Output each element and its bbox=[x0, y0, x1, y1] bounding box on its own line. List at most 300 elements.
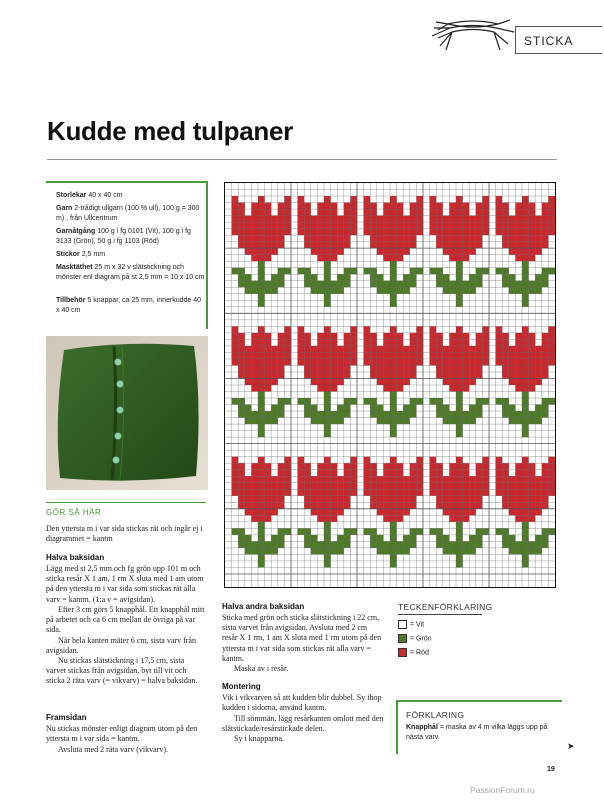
tulip-petal-stitch bbox=[410, 476, 417, 483]
tulip-leaf-stitch bbox=[436, 281, 443, 288]
tulip-petal-stitch bbox=[515, 352, 522, 359]
tulip-petal-stitch bbox=[383, 352, 390, 359]
tulip-petal-stitch bbox=[232, 483, 239, 490]
tulip-leaf-stitch bbox=[509, 541, 516, 548]
tulip-petal-stitch bbox=[548, 333, 555, 340]
tulip-petal-stitch bbox=[232, 216, 239, 223]
tulip-leaf-stitch bbox=[469, 548, 476, 555]
tulip-petal-stitch bbox=[482, 470, 489, 477]
tulip-leaf-stitch bbox=[397, 418, 404, 425]
tulip-petal-stitch bbox=[304, 209, 311, 216]
tulip-petal-stitch bbox=[509, 346, 516, 353]
tulip-leaf-stitch bbox=[324, 548, 331, 555]
tulip-petal-stitch bbox=[238, 339, 245, 346]
tulip-petal-stitch bbox=[390, 457, 397, 464]
tulip-petal-stitch bbox=[529, 496, 536, 503]
tulip-petal-stitch bbox=[529, 203, 536, 210]
tulip-leaf-stitch bbox=[390, 294, 397, 301]
tulip-leaf-stitch bbox=[304, 281, 311, 288]
tulip-petal-stitch bbox=[416, 326, 423, 333]
tulip-leaf-stitch bbox=[548, 268, 555, 275]
tulip-petal-stitch bbox=[403, 242, 410, 249]
tulip-leaf-stitch bbox=[410, 535, 417, 542]
tulip-leaf-stitch bbox=[337, 541, 344, 548]
tulip-petal-stitch bbox=[278, 496, 285, 503]
tulip-petal-stitch bbox=[370, 203, 377, 210]
tulip-petal-stitch bbox=[548, 352, 555, 359]
tulip-leaf-stitch bbox=[403, 274, 410, 281]
tulip-petal-stitch bbox=[535, 489, 542, 496]
tulip-leaf-stitch bbox=[535, 548, 542, 555]
tulip-petal-stitch bbox=[364, 216, 371, 223]
tulip-leaf-stitch bbox=[311, 274, 318, 281]
tulip-petal-stitch bbox=[344, 496, 351, 503]
tulip-petal-stitch bbox=[238, 229, 245, 236]
tulip-petal-stitch bbox=[430, 196, 437, 203]
tulip-petal-stitch bbox=[522, 203, 529, 210]
tulip-petal-stitch bbox=[509, 502, 516, 509]
tulip-petal-stitch bbox=[456, 326, 463, 333]
tulip-petal-stitch bbox=[482, 326, 489, 333]
tulip-petal-stitch bbox=[463, 372, 470, 379]
tulip-leaf-stitch bbox=[410, 281, 417, 288]
tulip-leaf-stitch bbox=[344, 281, 351, 288]
tulip-petal-stitch bbox=[271, 242, 278, 249]
tulip-petal-stitch bbox=[443, 489, 450, 496]
tulip-leaf-stitch bbox=[443, 418, 450, 425]
tulip-leaf-stitch bbox=[311, 541, 318, 548]
tulip-leaf-stitch bbox=[535, 281, 542, 288]
tulip-petal-stitch bbox=[324, 235, 331, 242]
tulip-petal-stitch bbox=[331, 248, 338, 255]
tulip-petal-stitch bbox=[350, 346, 357, 353]
tulip-leaf-stitch bbox=[463, 411, 470, 418]
tulip-petal-stitch bbox=[337, 509, 344, 516]
tulip-petal-stitch bbox=[542, 372, 549, 379]
tulip-petal-stitch bbox=[535, 378, 542, 385]
tulip-petal-stitch bbox=[436, 242, 443, 249]
tulip-petal-stitch bbox=[258, 509, 265, 516]
tulip-petal-stitch bbox=[410, 216, 417, 223]
tulip-petal-stitch bbox=[298, 346, 305, 353]
tulip-petal-stitch bbox=[245, 476, 252, 483]
tulip-leaf-stitch bbox=[271, 411, 278, 418]
tulip-petal-stitch bbox=[548, 326, 555, 333]
tulip-leaf-stitch bbox=[456, 287, 463, 294]
tulip-petal-stitch bbox=[284, 326, 291, 333]
tulip-petal-stitch bbox=[416, 359, 423, 366]
tulip-petal-stitch bbox=[502, 502, 509, 509]
paragraph: Maska av i resår. bbox=[234, 664, 289, 673]
tulip-leaf-stitch bbox=[410, 411, 417, 418]
tulip-petal-stitch bbox=[410, 209, 417, 216]
tulip-petal-stitch bbox=[324, 203, 331, 210]
tulip-petal-stitch bbox=[265, 372, 272, 379]
tulip-petal-stitch bbox=[397, 216, 404, 223]
tulip-petal-stitch bbox=[324, 359, 331, 366]
tulip-petal-stitch bbox=[245, 248, 252, 255]
tulip-petal-stitch bbox=[265, 255, 272, 262]
tulip-petal-stitch bbox=[377, 235, 384, 242]
tulip-petal-stitch bbox=[298, 489, 305, 496]
tulip-petal-stitch bbox=[344, 339, 351, 346]
tulip-leaf-stitch bbox=[515, 541, 522, 548]
tulip-petal-stitch bbox=[436, 352, 443, 359]
tulip-petal-stitch bbox=[535, 372, 542, 379]
tulip-petal-stitch bbox=[482, 457, 489, 464]
tulip-petal-stitch bbox=[304, 365, 311, 372]
tulip-petal-stitch bbox=[350, 352, 357, 359]
tulip-petal-stitch bbox=[317, 483, 324, 490]
tulip-leaf-stitch bbox=[522, 398, 529, 405]
tulip-petal-stitch bbox=[463, 235, 470, 242]
tulip-petal-stitch bbox=[331, 509, 338, 516]
tulip-leaf-stitch bbox=[542, 398, 549, 405]
tulip-leaf-stitch bbox=[331, 287, 338, 294]
tulip-petal-stitch bbox=[337, 496, 344, 503]
tulip-petal-stitch bbox=[337, 346, 344, 353]
tulip-leaf-stitch bbox=[469, 274, 476, 281]
tulip-petal-stitch bbox=[449, 235, 456, 242]
instructions-heading: GÖR SÅ HÄR bbox=[46, 508, 102, 517]
tulip-petal-stitch bbox=[449, 203, 456, 210]
tulip-petal-stitch bbox=[311, 346, 318, 353]
tulip-leaf-stitch bbox=[522, 300, 529, 307]
tulip-petal-stitch bbox=[311, 496, 318, 503]
tulip-petal-stitch bbox=[430, 359, 437, 366]
tulip-petal-stitch bbox=[449, 346, 456, 353]
tulip-leaf-stitch bbox=[509, 405, 516, 412]
tulip-leaf-stitch bbox=[324, 411, 331, 418]
paragraph: Sy i knapparna. bbox=[234, 734, 284, 743]
tulip-petal-stitch bbox=[350, 359, 357, 366]
tulip-petal-stitch bbox=[515, 346, 522, 353]
tulip-petal-stitch bbox=[416, 196, 423, 203]
tulip-petal-stitch bbox=[535, 365, 542, 372]
tulip-petal-stitch bbox=[238, 209, 245, 216]
page-title: Kudde med tulpaner bbox=[47, 116, 293, 146]
intro-text: Den yttersta m i var sida stickas rät och ingår ej i diagrammet = kantm bbox=[46, 524, 203, 544]
tulip-petal-stitch bbox=[251, 352, 258, 359]
tulip-petal-stitch bbox=[390, 385, 397, 392]
tulip-petal-stitch bbox=[476, 216, 483, 223]
tulip-petal-stitch bbox=[317, 242, 324, 249]
tulip-petal-stitch bbox=[245, 372, 252, 379]
tulip-petal-stitch bbox=[456, 457, 463, 464]
tulip-leaf-stitch bbox=[350, 528, 357, 535]
tulip-petal-stitch bbox=[390, 365, 397, 372]
tulip-petal-stitch bbox=[245, 216, 252, 223]
tulip-petal-stitch bbox=[443, 502, 450, 509]
tulip-leaf-stitch bbox=[469, 411, 476, 418]
tulip-petal-stitch bbox=[317, 352, 324, 359]
tulip-leaf-stitch bbox=[324, 554, 331, 561]
instructions-divider bbox=[46, 502, 206, 503]
tulip-petal-stitch bbox=[265, 509, 272, 516]
tulip-petal-stitch bbox=[311, 352, 318, 359]
tulip-petal-stitch bbox=[403, 483, 410, 490]
tulip-petal-stitch bbox=[397, 515, 404, 522]
tulip-leaf-stitch bbox=[522, 424, 529, 431]
tulip-petal-stitch bbox=[344, 222, 351, 229]
tulip-petal-stitch bbox=[502, 372, 509, 379]
tulip-petal-stitch bbox=[476, 203, 483, 210]
tulip-leaf-stitch bbox=[390, 398, 397, 405]
tulip-leaf-stitch bbox=[383, 411, 390, 418]
tulip-leaf-stitch bbox=[456, 522, 463, 529]
tulip-leaf-stitch bbox=[251, 548, 258, 555]
tulip-petal-stitch bbox=[430, 352, 437, 359]
tulip-leaf-stitch bbox=[344, 268, 351, 275]
tulip-petal-stitch bbox=[350, 457, 357, 464]
tulip-leaf-stitch bbox=[469, 535, 476, 542]
tulip-petal-stitch bbox=[324, 365, 331, 372]
tulip-petal-stitch bbox=[304, 339, 311, 346]
tulip-petal-stitch bbox=[509, 496, 516, 503]
tulip-petal-stitch bbox=[304, 203, 311, 210]
tulip-petal-stitch bbox=[496, 229, 503, 236]
tulip-petal-stitch bbox=[245, 378, 252, 385]
tulip-petal-stitch bbox=[232, 352, 239, 359]
tulip-petal-stitch bbox=[364, 489, 371, 496]
tulip-petal-stitch bbox=[397, 248, 404, 255]
tulip-petal-stitch bbox=[522, 222, 529, 229]
tulip-leaf-stitch bbox=[436, 274, 443, 281]
tulip-petal-stitch bbox=[324, 222, 331, 229]
tulip-petal-stitch bbox=[496, 333, 503, 340]
tulip-leaf-stitch bbox=[456, 274, 463, 281]
tulip-leaf-stitch bbox=[337, 274, 344, 281]
tulip-petal-stitch bbox=[463, 378, 470, 385]
tulip-leaf-stitch bbox=[311, 287, 318, 294]
tulip-petal-stitch bbox=[449, 359, 456, 366]
tulip-leaf-stitch bbox=[331, 541, 338, 548]
tulip-petal-stitch bbox=[284, 470, 291, 477]
tulip-petal-stitch bbox=[410, 489, 417, 496]
tulip-petal-stitch bbox=[364, 229, 371, 236]
tulip-petal-stitch bbox=[496, 216, 503, 223]
tulip-petal-stitch bbox=[397, 496, 404, 503]
tulip-petal-stitch bbox=[324, 476, 331, 483]
tulip-petal-stitch bbox=[515, 333, 522, 340]
tulip-petal-stitch bbox=[548, 463, 555, 470]
tulip-petal-stitch bbox=[383, 489, 390, 496]
tulip-leaf-stitch bbox=[258, 548, 265, 555]
tulip-petal-stitch bbox=[278, 359, 285, 366]
tulip-petal-stitch bbox=[397, 235, 404, 242]
tulip-petal-stitch bbox=[364, 346, 371, 353]
paragraph: Nu stickas slätstickning i 17,5 cm, sista varvet stickas från avigsidan, byt till vit och sticka 2 räta varv (= vikvarv) = halva baksidan. bbox=[46, 656, 198, 686]
tulip-leaf-stitch bbox=[324, 287, 331, 294]
tulip-leaf-stitch bbox=[542, 405, 549, 412]
tulip-leaf-stitch bbox=[370, 398, 377, 405]
green-swatch bbox=[398, 634, 407, 643]
tulip-leaf-stitch bbox=[245, 274, 252, 281]
tulip-petal-stitch bbox=[469, 372, 476, 379]
tulip-leaf-stitch bbox=[258, 528, 265, 535]
tulip-petal-stitch bbox=[324, 483, 331, 490]
tulip-petal-stitch bbox=[522, 248, 529, 255]
tulip-petal-stitch bbox=[410, 203, 417, 210]
tulip-leaf-stitch bbox=[502, 274, 509, 281]
tulip-leaf-stitch bbox=[509, 411, 516, 418]
tulip-petal-stitch bbox=[331, 483, 338, 490]
tulip-petal-stitch bbox=[364, 457, 371, 464]
tulip-petal-stitch bbox=[377, 372, 384, 379]
tulip-petal-stitch bbox=[397, 483, 404, 490]
tulip-petal-stitch bbox=[238, 372, 245, 379]
tulip-petal-stitch bbox=[258, 463, 265, 470]
tulip-leaf-stitch bbox=[377, 541, 384, 548]
tulip-leaf-stitch bbox=[496, 398, 503, 405]
tulip-petal-stitch bbox=[522, 242, 529, 249]
tulip-petal-stitch bbox=[463, 229, 470, 236]
tulip-petal-stitch bbox=[522, 483, 529, 490]
section-title-halva-baksidan: Halva baksidan bbox=[46, 553, 105, 562]
tulip-petal-stitch bbox=[298, 196, 305, 203]
tulip-petal-stitch bbox=[463, 209, 470, 216]
tulip-petal-stitch bbox=[456, 333, 463, 340]
tulip-petal-stitch bbox=[416, 476, 423, 483]
tulip-leaf-stitch bbox=[522, 548, 529, 555]
tulip-petal-stitch bbox=[317, 509, 324, 516]
tulip-petal-stitch bbox=[397, 339, 404, 346]
tulip-leaf-stitch bbox=[502, 398, 509, 405]
tulip-leaf-stitch bbox=[324, 418, 331, 425]
tulip-petal-stitch bbox=[337, 216, 344, 223]
tulip-leaf-stitch bbox=[344, 274, 351, 281]
tulip-petal-stitch bbox=[515, 372, 522, 379]
tulip-leaf-stitch bbox=[535, 411, 542, 418]
explanation-box bbox=[396, 700, 562, 754]
tulip-petal-stitch bbox=[469, 378, 476, 385]
tulip-petal-stitch bbox=[331, 496, 338, 503]
tulip-petal-stitch bbox=[331, 476, 338, 483]
tulip-petal-stitch bbox=[522, 515, 529, 522]
tulip-petal-stitch bbox=[542, 470, 549, 477]
tulip-petal-stitch bbox=[449, 502, 456, 509]
tulip-petal-stitch bbox=[317, 470, 324, 477]
spec-needles: Stickor 2,5 mm bbox=[56, 251, 106, 258]
tulip-petal-stitch bbox=[350, 483, 357, 490]
tulip-petal-stitch bbox=[317, 333, 324, 340]
tulip-leaf-stitch bbox=[258, 418, 265, 425]
tulip-leaf-stitch bbox=[509, 287, 516, 294]
tulip-petal-stitch bbox=[311, 216, 318, 223]
tulip-petal-stitch bbox=[304, 229, 311, 236]
tulip-petal-stitch bbox=[304, 222, 311, 229]
tulip-petal-stitch bbox=[416, 470, 423, 477]
tulip-petal-stitch bbox=[370, 242, 377, 249]
tulip-petal-stitch bbox=[331, 229, 338, 236]
pillow-photo bbox=[46, 336, 208, 490]
tulip-leaf-stitch bbox=[476, 398, 483, 405]
tulip-petal-stitch bbox=[535, 352, 542, 359]
tulip-petal-stitch bbox=[390, 489, 397, 496]
tulip-petal-stitch bbox=[383, 346, 390, 353]
tulip-leaf-stitch bbox=[443, 411, 450, 418]
tulip-petal-stitch bbox=[364, 222, 371, 229]
tulip-leaf-stitch bbox=[469, 541, 476, 548]
tulip-petal-stitch bbox=[449, 489, 456, 496]
tulip-petal-stitch bbox=[390, 352, 397, 359]
tulip-petal-stitch bbox=[304, 242, 311, 249]
tulip-leaf-stitch bbox=[542, 535, 549, 542]
tulip-leaf-stitch bbox=[337, 411, 344, 418]
tulip-petal-stitch bbox=[397, 242, 404, 249]
tulip-leaf-stitch bbox=[271, 535, 278, 542]
tulip-petal-stitch bbox=[522, 255, 529, 262]
tulip-leaf-stitch bbox=[397, 411, 404, 418]
tulip-leaf-stitch bbox=[529, 541, 536, 548]
tulip-petal-stitch bbox=[304, 235, 311, 242]
tulip-petal-stitch bbox=[238, 463, 245, 470]
tulip-petal-stitch bbox=[317, 222, 324, 229]
tulip-petal-stitch bbox=[430, 216, 437, 223]
tulip-petal-stitch bbox=[515, 339, 522, 346]
tulip-petal-stitch bbox=[443, 346, 450, 353]
tulip-petal-stitch bbox=[390, 326, 397, 333]
tulip-petal-stitch bbox=[390, 515, 397, 522]
tulip-petal-stitch bbox=[403, 352, 410, 359]
tulip-petal-stitch bbox=[298, 339, 305, 346]
tulip-petal-stitch bbox=[469, 222, 476, 229]
tulip-petal-stitch bbox=[377, 489, 384, 496]
spec-gauge: Masktäthet 25 m x 32 v slätstickning och mönster enl diagram på st 2,5 mm = 10 x 10 cm bbox=[56, 264, 205, 281]
tulip-petal-stitch bbox=[397, 489, 404, 496]
tulip-petal-stitch bbox=[502, 365, 509, 372]
tulip-petal-stitch bbox=[397, 255, 404, 262]
tulip-leaf-stitch bbox=[390, 535, 397, 542]
tulip-leaf-stitch bbox=[542, 411, 549, 418]
tulip-leaf-stitch bbox=[456, 261, 463, 268]
tulip-petal-stitch bbox=[324, 470, 331, 477]
tulip-leaf-stitch bbox=[443, 548, 450, 555]
tulip-petal-stitch bbox=[463, 248, 470, 255]
tulip-leaf-stitch bbox=[482, 268, 489, 275]
tulip-petal-stitch bbox=[463, 242, 470, 249]
tulip-petal-stitch bbox=[258, 229, 265, 236]
tulip-leaf-stitch bbox=[258, 535, 265, 542]
tulip-leaf-stitch bbox=[344, 535, 351, 542]
tulip-petal-stitch bbox=[350, 216, 357, 223]
tulip-leaf-stitch bbox=[284, 268, 291, 275]
tulip-leaf-stitch bbox=[317, 418, 324, 425]
tulip-petal-stitch bbox=[284, 359, 291, 366]
tulip-petal-stitch bbox=[548, 196, 555, 203]
tulip-petal-stitch bbox=[482, 359, 489, 366]
tulip-petal-stitch bbox=[232, 326, 239, 333]
tulip-petal-stitch bbox=[317, 515, 324, 522]
tulip-leaf-stitch bbox=[449, 418, 456, 425]
tulip-petal-stitch bbox=[331, 209, 338, 216]
tulip-petal-stitch bbox=[502, 203, 509, 210]
tulip-petal-stitch bbox=[410, 496, 417, 503]
tulip-petal-stitch bbox=[317, 476, 324, 483]
tulip-petal-stitch bbox=[476, 229, 483, 236]
tulip-leaf-stitch bbox=[324, 268, 331, 275]
tulip-leaf-stitch bbox=[456, 431, 463, 438]
tulip-petal-stitch bbox=[449, 229, 456, 236]
tulip-petal-stitch bbox=[509, 235, 516, 242]
tulip-petal-stitch bbox=[496, 203, 503, 210]
tulip-petal-stitch bbox=[542, 476, 549, 483]
tulip-petal-stitch bbox=[344, 489, 351, 496]
tulip-petal-stitch bbox=[469, 489, 476, 496]
tulip-petal-stitch bbox=[258, 339, 265, 346]
tulip-petal-stitch bbox=[284, 196, 291, 203]
tulip-petal-stitch bbox=[251, 515, 258, 522]
